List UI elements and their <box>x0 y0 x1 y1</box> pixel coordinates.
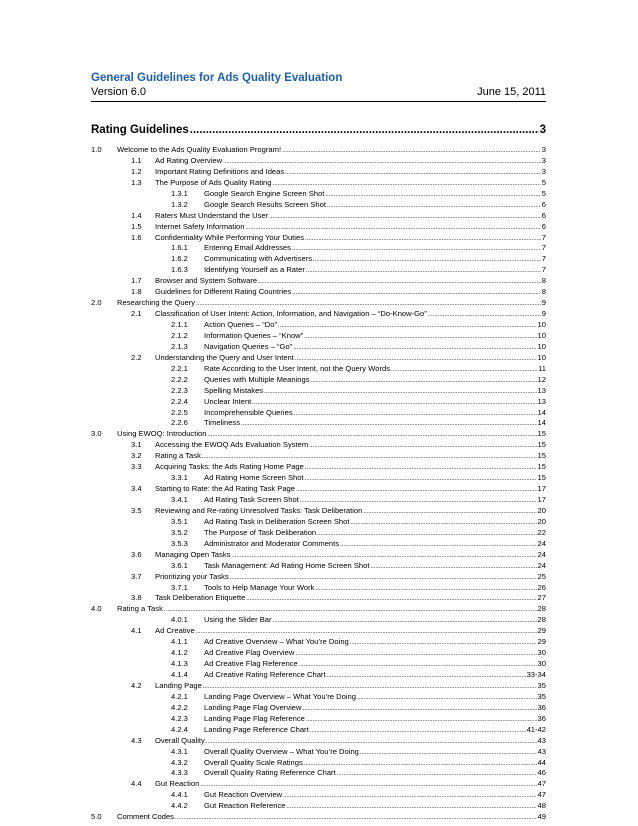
toc-entry[interactable] <box>91 145 546 156</box>
toc-entry[interactable] <box>91 539 546 550</box>
toc-entry-title: Overall Quality Overview – What You’re Doing <box>204 746 359 756</box>
toc-entry-title: Researching the Query <box>117 298 196 308</box>
toc-entry-page: 14 <box>537 407 546 417</box>
toc-entry-number: 2.1.2 <box>171 330 188 340</box>
toc-entry-page: 13 <box>537 385 546 395</box>
toc-entry-number: 2.1.3 <box>171 341 188 351</box>
toc-entry[interactable] <box>91 801 546 812</box>
toc-entry-page: 9 <box>541 298 546 308</box>
toc-entry-number: 4.2.1 <box>171 691 188 701</box>
toc-entry[interactable] <box>91 812 546 823</box>
toc-entry-page: 43 <box>537 735 546 745</box>
toc-entry-page: 7 <box>541 254 546 264</box>
toc-entry-title: Gut Reaction <box>155 779 200 789</box>
toc-entry-title: Google Search Results Screen Shot <box>204 199 326 209</box>
toc-entry-number: 2.2 <box>131 352 142 362</box>
toc-entry-page: 7 <box>541 265 546 275</box>
toc-entry-page: 10 <box>537 341 546 351</box>
toc-entry-title: Incomprehensible Queries <box>204 407 293 417</box>
toc-entry-title: Ad Creative Flag Reference <box>204 659 298 669</box>
toc-entry[interactable] <box>91 747 546 758</box>
toc-entry-number: 4.4 <box>131 779 142 789</box>
toc-entry-title: Rating a Task <box>155 451 201 461</box>
toc-entry[interactable] <box>91 517 546 528</box>
toc-entry-title: Ad Rating Home Screen Shot <box>204 473 304 483</box>
toc-entry[interactable] <box>91 265 546 276</box>
toc-entry[interactable] <box>91 550 546 561</box>
toc-entry-page: 3 <box>541 145 546 154</box>
toc-entry-page: 35 <box>537 680 546 690</box>
toc-entry-page: 25 <box>537 571 546 581</box>
toc-entry[interactable] <box>91 604 546 615</box>
toc-entry[interactable] <box>91 353 546 364</box>
toc-entry-page: 29 <box>537 626 546 636</box>
toc-entry-number: 3.6.1 <box>171 560 188 570</box>
toc-entry-page: 36 <box>537 713 546 723</box>
version-row <box>91 86 546 98</box>
toc-entry-page: 11 <box>538 363 546 373</box>
toc-entry-line <box>117 812 546 824</box>
toc-entry[interactable] <box>91 254 546 265</box>
toc-entry[interactable] <box>91 714 546 725</box>
toc-entry-title: Ad Creative Flag Overview <box>204 648 295 658</box>
toc-entry[interactable] <box>91 429 546 440</box>
toc-entry[interactable] <box>91 451 546 462</box>
toc-entry-title: Overall Quality Rating Reference Chart <box>204 768 336 778</box>
toc-entry-title: Landing Page Reference Chart <box>204 724 309 734</box>
toc-entry-title: Administrator and Moderator Comments <box>204 538 340 548</box>
toc-entry-page: 15 <box>537 429 546 439</box>
toc-entry-number: 4.2.2 <box>171 702 188 712</box>
toc-entry-page: 49 <box>537 812 546 822</box>
toc-entry-page: 47 <box>537 779 546 789</box>
toc-entry-page: 43 <box>537 746 546 756</box>
toc-entry-page: 5 <box>541 177 546 187</box>
toc-entry[interactable] <box>91 528 546 539</box>
toc-entry-page: 28 <box>537 604 546 614</box>
toc-entry-number: 5.0 <box>91 812 102 822</box>
toc-entry-number: 4.2.3 <box>171 713 188 723</box>
toc-entry[interactable] <box>91 298 546 309</box>
toc-entry[interactable] <box>91 692 546 703</box>
header-divider <box>91 101 546 102</box>
toc-entry-title: Landing Page Flag Overview <box>204 702 302 712</box>
toc-entry-title: Information Queries – “Know” <box>204 330 304 340</box>
toc-entry-title: Managing Open Tasks <box>155 549 231 559</box>
toc-entry-page: 36 <box>537 702 546 712</box>
toc-entry-number: 1.6.3 <box>171 265 188 275</box>
toc-entry[interactable] <box>91 626 546 637</box>
toc-entry-title: Rate According to the User Intent, not the Query Words <box>204 363 391 373</box>
toc-entry-number: 2.1.1 <box>171 320 188 329</box>
toc-entry-number: 3.2 <box>131 451 142 461</box>
toc-entry[interactable] <box>91 790 546 801</box>
toc-entry[interactable] <box>91 200 546 211</box>
toc-entry-title: Entering Email Addresses <box>204 243 291 253</box>
toc-entry[interactable] <box>91 211 546 222</box>
toc-entry[interactable] <box>91 331 546 342</box>
toc-entry-number: 3.4 <box>131 484 142 494</box>
toc-entry[interactable] <box>91 386 546 397</box>
toc-entry-page: 8 <box>541 287 546 297</box>
toc-entry-number: 3.3 <box>131 462 142 472</box>
toc-entry-title: Ad Rating Task Screen Shot <box>204 495 299 504</box>
toc-entry[interactable] <box>91 342 546 353</box>
toc-entry-title: Gut Reaction Overview <box>204 790 283 800</box>
table-of-contents <box>91 145 546 823</box>
toc-entry[interactable] <box>91 572 546 583</box>
toc-entry-number: 4.1.2 <box>171 648 188 658</box>
toc-entry[interactable] <box>91 189 546 200</box>
toc-entry-number: 1.5 <box>131 221 142 231</box>
toc-entry-title: Starting to Rate: the Ad Rating Task Page <box>155 484 296 494</box>
toc-entry-page: 10 <box>537 330 546 340</box>
toc-entry-title: Navigation Queries – “Go” <box>204 341 293 351</box>
toc-entry[interactable] <box>91 659 546 670</box>
toc-entry-number: 1.3 <box>131 177 142 187</box>
toc-entry-page: 9 <box>541 309 546 319</box>
toc-entry[interactable] <box>91 768 546 779</box>
toc-entry-title: The Purpose of Task Deliberation <box>204 527 317 537</box>
toc-entry-number: 1.4 <box>131 210 142 220</box>
toc-entry[interactable] <box>91 222 546 233</box>
toc-entry-title: Raters Must Understand the User <box>155 210 269 220</box>
toc-entry[interactable] <box>91 418 546 429</box>
toc-entry-title: Ad Rating Task in Deliberation Screen Shot <box>204 516 350 526</box>
toc-entry-title: Identifying Yourself as a Rater <box>204 265 305 275</box>
toc-entry-number: 4.1 <box>131 626 142 636</box>
toc-entry-page: 46 <box>537 768 546 778</box>
toc-entry[interactable] <box>91 681 546 692</box>
toc-entry-page: 8 <box>541 276 546 286</box>
toc-entry-number: 3.7.1 <box>171 582 188 592</box>
toc-entry-number: 1.3.1 <box>171 188 188 198</box>
toc-entry-number: 3.3.1 <box>171 473 188 483</box>
toc-entry-number: 4.2.4 <box>171 724 188 734</box>
toc-entry-number: 2.1 <box>131 309 142 319</box>
toc-entry[interactable] <box>91 233 546 244</box>
toc-entry-page: 3 <box>541 155 546 165</box>
toc-entry-number: 4.1.1 <box>171 637 188 647</box>
toc-entry-number: 4.2 <box>131 680 142 690</box>
toc-entry-page: 15 <box>537 473 546 483</box>
toc-entry-title: Internet Safety Information <box>155 221 245 231</box>
toc-entry[interactable] <box>91 276 546 287</box>
toc-entry-title: Communicating with Advertisers <box>204 254 313 264</box>
toc-entry-number: 1.2 <box>131 166 142 176</box>
toc-entry-number: 4.4.2 <box>171 801 188 811</box>
toc-entry-page: 24 <box>537 560 546 570</box>
toc-entry-title: Ad Rating Overview <box>155 155 223 165</box>
toc-entry-number: 3.5.1 <box>171 516 188 526</box>
toc-entry-page: 13 <box>537 396 546 406</box>
toc-entry-number: 2.2.5 <box>171 407 188 417</box>
toc-entry-title: Ad Creative Overview – What You’re Doing <box>204 637 349 647</box>
toc-entry-number: 2.2.2 <box>171 374 188 384</box>
toc-entry-page: 15 <box>537 440 546 450</box>
toc-entry-page: 6 <box>541 221 546 231</box>
toc-entry-number: 4.1.4 <box>171 670 188 679</box>
toc-entry-number: 1.1 <box>131 155 142 165</box>
toc-entry-number: 1.6.1 <box>171 243 188 253</box>
toc-entry[interactable] <box>91 561 546 572</box>
toc-entry-title: Classification of User Intent: Action, Information, and Navigation – “Do-Know-Go” <box>155 309 427 319</box>
toc-entry-page: 20 <box>537 516 546 526</box>
toc-entry-title: Understanding the Query and User Intent <box>155 352 294 362</box>
toc-entry[interactable] <box>91 462 546 473</box>
toc-entry-page: 17 <box>537 484 546 494</box>
toc-entry-title: Google Search Engine Screen Shot <box>204 188 325 198</box>
toc-entry-title: Browser and System Software <box>155 276 258 286</box>
toc-entry-title: Landing Page Overview – What You’re Doing <box>204 691 356 701</box>
toc-entry-number: 3.5.2 <box>171 527 188 537</box>
toc-leader-dots <box>175 813 537 824</box>
toc-entry-page: 24 <box>537 549 546 559</box>
toc-entry-page: 17 <box>537 495 546 504</box>
toc-entry-page: 14 <box>537 418 546 428</box>
toc-entry-page: 29 <box>537 637 546 647</box>
toc-entry-number: 2.2.6 <box>171 418 188 428</box>
toc-entry-title: Welcome to the Ads Quality Evaluation Program! <box>117 145 282 154</box>
toc-entry-number: 1.6.2 <box>171 254 188 264</box>
toc-entry[interactable] <box>91 615 546 626</box>
toc-entry-number: 3.8 <box>131 593 142 603</box>
toc-entry[interactable] <box>91 779 546 790</box>
toc-main-title: Rating Guidelines <box>91 124 189 136</box>
toc-entry-page: 30 <box>537 648 546 658</box>
toc-main-page: 3 <box>539 124 546 136</box>
toc-entry[interactable] <box>91 583 546 594</box>
toc-entry-number: 2.0 <box>91 298 102 308</box>
toc-entry-page: 6 <box>541 199 546 209</box>
toc-entry[interactable] <box>91 178 546 189</box>
toc-entry-title: Overall Quality <box>155 735 205 745</box>
toc-entry[interactable] <box>91 725 546 736</box>
toc-entry-title: Using the Slider Bar <box>204 615 272 625</box>
toc-entry-page: 35 <box>537 691 546 701</box>
toc-entry-number: 4.0.1 <box>171 615 188 625</box>
toc-entry-number: 4.3 <box>131 735 142 745</box>
toc-entry-page: 24 <box>537 538 546 548</box>
version-label: Version 6.0 <box>91 86 147 98</box>
document-title: General Guidelines for Ads Quality Evaluation <box>91 72 343 84</box>
toc-entry[interactable] <box>91 243 546 254</box>
toc-entry-number: 4.3.2 <box>171 757 188 767</box>
toc-entry-title: Unclear Intent <box>204 396 252 406</box>
toc-entry[interactable] <box>91 637 546 648</box>
toc-entry-title: Queries with Multiple Meanings <box>204 374 310 384</box>
toc-entry-title: Ad Creative <box>155 626 195 636</box>
toc-entry[interactable] <box>91 758 546 769</box>
toc-entry-page: 41-42 <box>526 724 546 734</box>
toc-entry[interactable] <box>91 506 546 517</box>
toc-entry[interactable] <box>91 484 546 495</box>
toc-entry-page: 6 <box>541 210 546 220</box>
toc-entry-number: 3.1 <box>131 440 142 450</box>
toc-entry[interactable] <box>91 473 546 484</box>
toc-leader-dots <box>190 124 539 136</box>
toc-entry-page: 30 <box>537 659 546 669</box>
toc-entry-page: 5 <box>541 188 546 198</box>
toc-entry-number: 3.0 <box>91 429 102 439</box>
toc-entry-title: Important Rating Definitions and Ideas <box>155 166 285 176</box>
toc-entry[interactable] <box>91 495 546 506</box>
toc-entry-title: Timeliness <box>204 418 241 428</box>
toc-entry-title: Acquiring Tasks: the Ads Rating Home Page <box>155 462 304 472</box>
toc-entry-page: 48 <box>537 801 546 811</box>
toc-entry-page: 20 <box>537 505 546 515</box>
toc-entry-title: Overall Quality Scale Ratings <box>204 757 303 767</box>
toc-entry-number: 2.2.4 <box>171 396 188 406</box>
toc-entry[interactable] <box>91 736 546 747</box>
toc-entry[interactable] <box>91 375 546 386</box>
toc-entry[interactable] <box>91 593 546 604</box>
toc-entry-title: Action Queries – “Do” <box>204 320 278 329</box>
toc-main-entry[interactable] <box>91 124 546 138</box>
toc-entry-title: Reviewing and Re-rating Unresolved Tasks: Task Deliberation <box>155 505 363 515</box>
toc-entry-number: 1.7 <box>131 276 142 286</box>
toc-entry-number: 4.1.3 <box>171 659 188 669</box>
toc-entry[interactable] <box>91 309 546 320</box>
toc-entry-title: Landing Page <box>155 680 202 690</box>
toc-entry-number: 4.4.1 <box>171 790 188 800</box>
toc-entry[interactable] <box>91 167 546 178</box>
toc-entry-page: 3 <box>541 166 546 176</box>
toc-entry-page: 10 <box>537 320 546 329</box>
toc-entry-page: 7 <box>541 243 546 253</box>
toc-entry-number: 3.5.3 <box>171 538 188 548</box>
toc-entry-number: 3.5 <box>131 505 142 515</box>
toc-entry-number: 2.2.3 <box>171 385 188 395</box>
toc-entry-page: 15 <box>537 462 546 472</box>
toc-entry-number: 4.0 <box>91 604 102 614</box>
toc-entry-title: Task Deliberation Etiquette <box>155 593 246 603</box>
toc-entry-page: 28 <box>537 615 546 625</box>
toc-entry[interactable] <box>91 440 546 451</box>
toc-entry-number: 3.7 <box>131 571 142 581</box>
toc-entry-title: Task Management: Ad Rating Home Screen Shot <box>204 560 370 570</box>
toc-entry-page: 33-34 <box>526 670 546 679</box>
toc-entry-page: 12 <box>537 374 546 384</box>
toc-entry[interactable] <box>91 648 546 659</box>
toc-entry-title: Accessing the EWOQ Ads Evaluation System <box>155 440 309 450</box>
toc-entry-page: 26 <box>537 582 546 592</box>
toc-entry-title: Gut Reaction Reference <box>204 801 286 811</box>
toc-entry-title: Confidentiality While Performing Your Duties <box>155 232 304 242</box>
toc-entry-title: The Purpose of Ads Quality Rating <box>155 177 272 187</box>
toc-entry[interactable] <box>91 320 546 331</box>
toc-entry-number: 1.6 <box>131 232 142 242</box>
toc-entry-number: 4.3.3 <box>171 768 188 778</box>
toc-entry-page: 44 <box>537 757 546 767</box>
toc-entry-number: 2.2.1 <box>171 363 188 373</box>
toc-entry-number: 3.6 <box>131 549 142 559</box>
toc-entry-page: 27 <box>537 593 546 603</box>
toc-entry-number: 1.3.2 <box>171 199 188 209</box>
toc-entry[interactable] <box>91 670 546 681</box>
toc-entry[interactable] <box>91 364 546 375</box>
toc-entry[interactable] <box>91 156 546 167</box>
toc-entry-page: 22 <box>537 527 546 537</box>
toc-entry-title: Guidelines for Different Rating Countries <box>155 287 292 297</box>
toc-entry-title: Tools to Help Manage Your Work <box>204 582 315 592</box>
toc-entry-page: 7 <box>541 232 546 242</box>
toc-entry-title: Spelling Mistakes <box>204 385 264 395</box>
toc-entry-title: Landing Page Flag Reference <box>204 713 305 723</box>
document-date: June 15, 2011 <box>477 86 546 98</box>
toc-entry-number: 1.8 <box>131 287 142 297</box>
toc-entry[interactable] <box>91 408 546 419</box>
toc-entry-title: Rating a Task <box>117 604 163 614</box>
toc-entry-number: 4.3.1 <box>171 746 188 756</box>
toc-entry-page: 15 <box>537 451 546 461</box>
toc-entry-title: Using EWOQ: Introduction <box>117 429 207 439</box>
toc-entry-number: 1.0 <box>91 145 102 154</box>
toc-entry-page: 10 <box>537 352 546 362</box>
toc-entry-page: 47 <box>537 790 546 800</box>
toc-entry-number: 3.4.1 <box>171 495 188 504</box>
toc-entry[interactable] <box>91 397 546 408</box>
toc-entry-title: Prioritizing your Tasks <box>155 571 229 581</box>
toc-entry[interactable] <box>91 703 546 714</box>
toc-entry[interactable] <box>91 287 546 298</box>
toc-entry-title: Comment Codes <box>117 812 174 822</box>
toc-entry-title: Ad Creative Rating Reference Chart <box>204 670 326 679</box>
